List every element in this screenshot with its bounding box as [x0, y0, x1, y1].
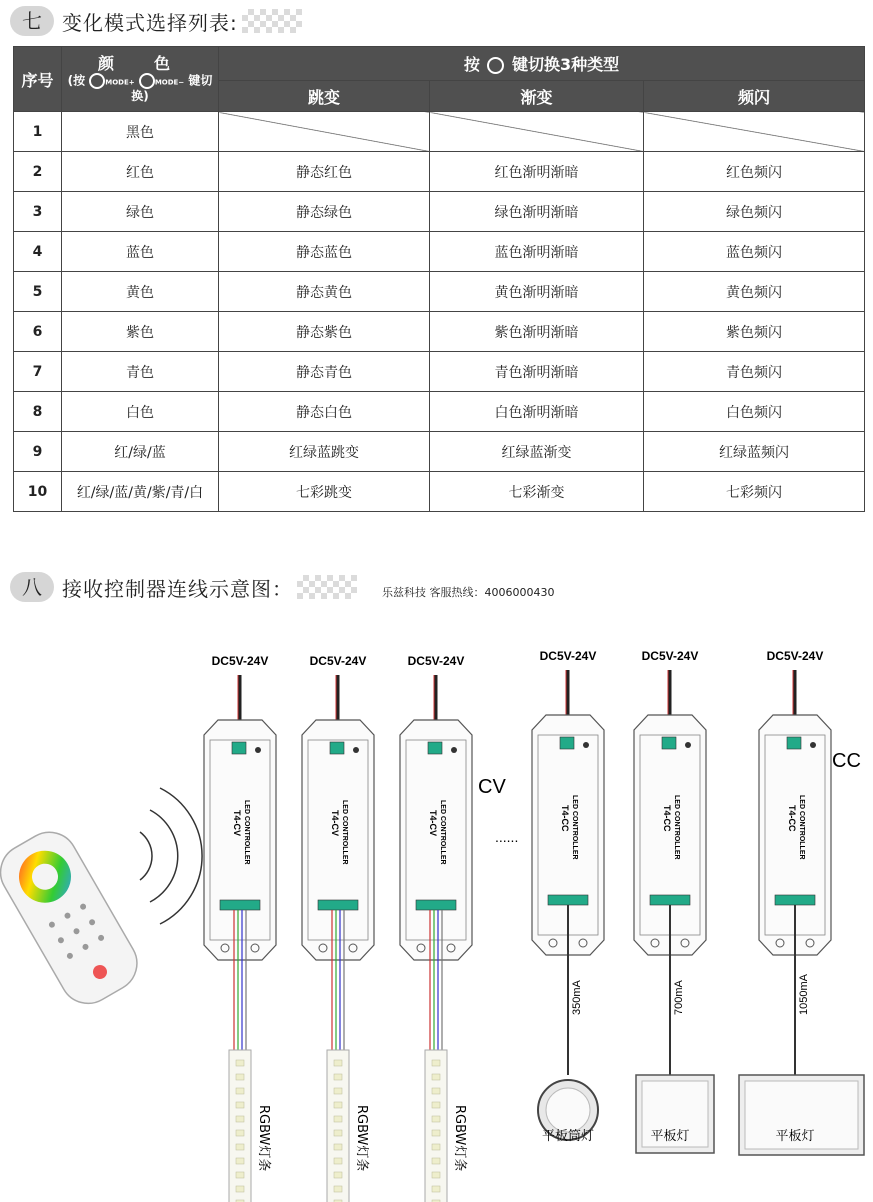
controller-body: [302, 720, 374, 960]
power-label: DC5V-24V: [407, 654, 465, 668]
led-strip: [327, 1050, 349, 1202]
mode-minus-label: MODE−: [154, 78, 185, 87]
input-terminal: [662, 737, 676, 749]
led-chip: [236, 1158, 244, 1164]
section-title: 变化模式选择列表:: [62, 10, 238, 35]
controller-model: T4-CC: [560, 805, 570, 832]
cv-controller: [400, 654, 472, 960]
table-row: [14, 152, 865, 192]
row-flash: 紫色频闪: [644, 312, 865, 352]
row-jump: 静态白色: [219, 392, 430, 432]
row-gradual: 绿色渐明渐暗: [430, 192, 644, 232]
row-jump: [219, 112, 430, 152]
row-flash: 七彩频闪: [644, 472, 865, 512]
led-chip: [236, 1088, 244, 1094]
cv-controller: [302, 654, 374, 960]
led-chip: [432, 1186, 440, 1192]
power-label: DC5V-24V: [539, 649, 597, 663]
table-row: [14, 192, 865, 232]
led-chip: [432, 1144, 440, 1150]
led-chip: [236, 1074, 244, 1080]
led-strip: [229, 1050, 251, 1202]
input-terminal: [232, 742, 246, 754]
row-number: 2: [14, 152, 62, 192]
row-number: 4: [14, 232, 62, 272]
power-label: DC5V-24V: [309, 654, 367, 668]
table-row: [14, 272, 865, 312]
row-color: 黑色: [62, 112, 219, 152]
mode-plus-label: MODE+: [105, 78, 135, 87]
controller-model: T4-CC: [662, 805, 672, 832]
row-jump: 静态青色: [219, 352, 430, 392]
cc-label: CC: [832, 750, 861, 772]
cv-controller: [204, 654, 276, 960]
led-chip: [432, 1130, 440, 1136]
header-switch-b: 键切换3种类型: [512, 55, 620, 74]
section-8-heading: [10, 572, 357, 602]
section-title: 接收控制器连线示意图：: [62, 576, 293, 601]
row-color: 绿色: [62, 192, 219, 232]
learn-button: [451, 747, 457, 753]
controller-body: [400, 720, 472, 960]
learn-button: [685, 742, 691, 748]
power-label: DC5V-24V: [211, 654, 269, 668]
header-seq: 序号: [14, 47, 62, 112]
input-terminal: [787, 737, 801, 749]
section-7-heading: [10, 6, 302, 36]
led-chip: [334, 1186, 342, 1192]
table-row: [14, 472, 865, 512]
row-jump: 静态蓝色: [219, 232, 430, 272]
led-chip: [334, 1144, 342, 1150]
controller-model: T4-CV: [428, 810, 438, 837]
controller-model: T4-CV: [330, 810, 340, 837]
led-chip: [236, 1172, 244, 1178]
mode-table: [13, 46, 865, 512]
power-label: DC5V-24V: [766, 649, 824, 663]
led-chip: [334, 1074, 342, 1080]
row-jump: 七彩跳变: [219, 472, 430, 512]
header-color-sub-b: 键切换): [131, 73, 213, 104]
row-gradual: 蓝色渐明渐暗: [430, 232, 644, 272]
header-flash: 频闪: [644, 81, 865, 112]
learn-button: [583, 742, 589, 748]
row-color: 红/绿/蓝/黄/紫/青/白: [62, 472, 219, 512]
row-gradual: 七彩渐变: [430, 472, 644, 512]
row-jump: 红绿蓝跳变: [219, 432, 430, 472]
row-flash: [644, 112, 865, 152]
row-number: 7: [14, 352, 62, 392]
row-gradual: 红绿蓝渐变: [430, 432, 644, 472]
cv-label: CV: [478, 776, 506, 798]
downlight-face: [546, 1088, 590, 1132]
speed-button-icon: [487, 57, 504, 74]
learn-button: [255, 747, 261, 753]
led-chip: [334, 1088, 342, 1094]
section-number: 八: [10, 572, 54, 602]
led-chip: [236, 1102, 244, 1108]
led-chip: [432, 1060, 440, 1066]
led-chip: [334, 1060, 342, 1066]
decorative-checker: [297, 575, 357, 599]
led-chip: [334, 1158, 342, 1164]
table-row: [14, 112, 865, 152]
row-flash: 红色频闪: [644, 152, 865, 192]
led-chip: [236, 1144, 244, 1150]
controller-body: [204, 720, 276, 960]
lamp-label: 平板筒灯: [541, 1129, 595, 1144]
row-gradual: 紫色渐明渐暗: [430, 312, 644, 352]
header-color-title: 颜 色: [97, 54, 182, 74]
row-color: 红/绿/蓝: [62, 432, 219, 472]
led-chip: [432, 1158, 440, 1164]
ellipsis: ......: [495, 829, 519, 845]
current-label: 350mA: [571, 980, 583, 1015]
lamp-label: 平板灯: [650, 1129, 690, 1144]
row-gradual: 青色渐明渐暗: [430, 352, 644, 392]
row-number: 1: [14, 112, 62, 152]
table-row: [14, 232, 865, 272]
row-flash: 蓝色频闪: [644, 232, 865, 272]
output-terminal: [548, 895, 588, 905]
controller-label: LED CONTROLLER: [571, 795, 578, 860]
led-chip: [334, 1116, 342, 1122]
remote-control: [0, 822, 147, 1014]
led-chip: [432, 1074, 440, 1080]
row-gradual: 黄色渐明渐暗: [430, 272, 644, 312]
table-row: [14, 432, 865, 472]
row-number: 10: [14, 472, 62, 512]
header-color: [62, 47, 219, 112]
mode-plus-icon: [89, 73, 105, 89]
row-color: 青色: [62, 352, 219, 392]
header-color-sub-a: (按: [67, 73, 86, 88]
row-jump: 静态绿色: [219, 192, 430, 232]
controller-model: T4-CC: [787, 805, 797, 832]
header-switch: [219, 47, 865, 81]
header-gradual: 渐变: [430, 81, 644, 112]
row-flash: 绿色频闪: [644, 192, 865, 232]
row-color: 红色: [62, 152, 219, 192]
table-row: [14, 392, 865, 432]
row-gradual: 红色渐明渐暗: [430, 152, 644, 192]
row-number: 9: [14, 432, 62, 472]
led-chip: [236, 1060, 244, 1066]
section-number: 七: [10, 6, 54, 36]
decorative-checker: [242, 9, 302, 33]
output-terminal: [416, 900, 456, 910]
led-strip: [425, 1050, 447, 1202]
row-number: 3: [14, 192, 62, 232]
row-gradual: 白色渐明渐暗: [430, 392, 644, 432]
row-number: 6: [14, 312, 62, 352]
led-chip: [432, 1172, 440, 1178]
learn-button: [353, 747, 359, 753]
current-label: 1050mA: [798, 974, 810, 1015]
row-gradual: [430, 112, 644, 152]
led-chip: [334, 1130, 342, 1136]
wireless-signal-icon: [140, 788, 202, 924]
controller-label: LED CONTROLLER: [341, 800, 348, 865]
header-jump: 跳变: [219, 81, 430, 112]
led-chip: [432, 1102, 440, 1108]
row-color: 蓝色: [62, 232, 219, 272]
strip-label: RGBW灯条: [452, 1105, 467, 1172]
row-jump: 静态紫色: [219, 312, 430, 352]
row-number: 5: [14, 272, 62, 312]
input-terminal: [560, 737, 574, 749]
controller-model: T4-CV: [232, 810, 242, 837]
table-row: [14, 312, 865, 352]
row-number: 8: [14, 392, 62, 432]
controller-label: LED CONTROLLER: [798, 795, 805, 860]
led-chip: [334, 1172, 342, 1178]
strip-label: RGBW灯条: [354, 1105, 369, 1172]
row-flash: 黄色频闪: [644, 272, 865, 312]
row-flash: 红绿蓝频闪: [644, 432, 865, 472]
row-color: 黄色: [62, 272, 219, 312]
controller-label: LED CONTROLLER: [243, 800, 250, 865]
output-terminal: [775, 895, 815, 905]
row-flash: 青色频闪: [644, 352, 865, 392]
row-color: 白色: [62, 392, 219, 432]
hotline-text: 乐兹科技 客服热线：4006000430: [382, 586, 555, 599]
output-terminal: [318, 900, 358, 910]
led-chip: [432, 1088, 440, 1094]
lamp-label: 平板灯: [775, 1129, 815, 1144]
led-chip: [236, 1116, 244, 1122]
power-label: DC5V-24V: [641, 649, 699, 663]
row-flash: 白色频闪: [644, 392, 865, 432]
learn-button: [810, 742, 816, 748]
input-terminal: [428, 742, 442, 754]
led-chip: [236, 1186, 244, 1192]
led-chip: [236, 1130, 244, 1136]
led-chip: [334, 1102, 342, 1108]
led-chip: [432, 1116, 440, 1122]
table-row: [14, 352, 865, 392]
output-terminal: [650, 895, 690, 905]
row-jump: 静态红色: [219, 152, 430, 192]
row-color: 紫色: [62, 312, 219, 352]
output-terminal: [220, 900, 260, 910]
current-label: 700mA: [673, 980, 685, 1015]
row-jump: 静态黄色: [219, 272, 430, 312]
header-switch-a: 按: [463, 55, 480, 74]
mode-minus-icon: [139, 73, 155, 89]
wiring-diagram: [0, 630, 873, 1202]
input-terminal: [330, 742, 344, 754]
controller-label: LED CONTROLLER: [439, 800, 446, 865]
controller-label: LED CONTROLLER: [673, 795, 680, 860]
strip-label: RGBW灯条: [256, 1105, 271, 1172]
